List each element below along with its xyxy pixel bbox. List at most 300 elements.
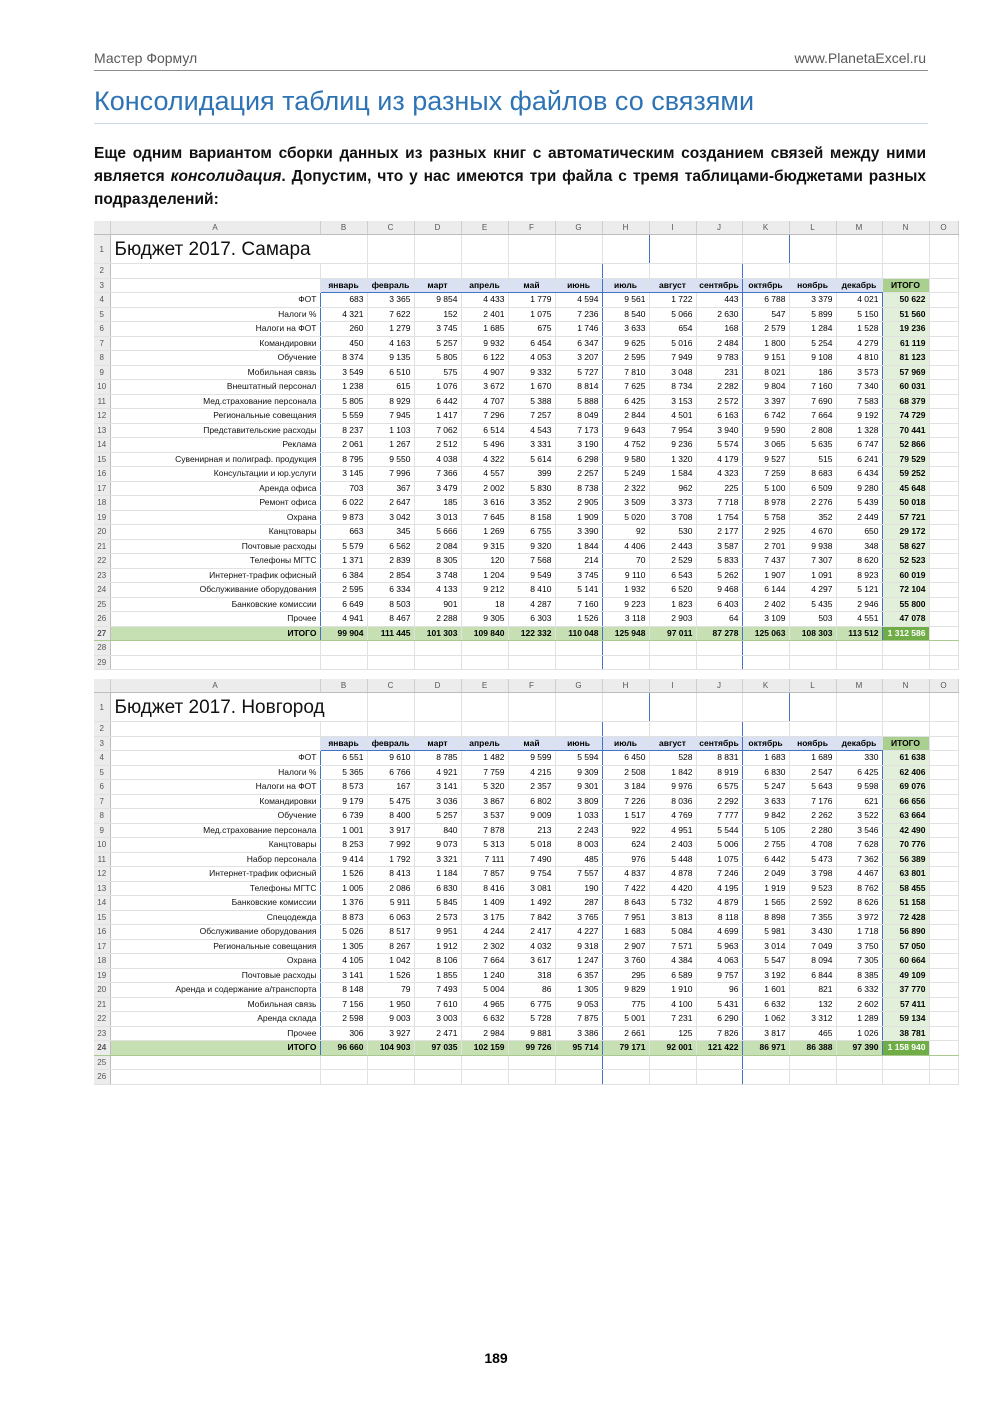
value-cell[interactable]: 6 347 [555, 336, 602, 351]
value-cell[interactable]: 6 510 [367, 365, 414, 380]
row-number[interactable]: 1 [94, 693, 110, 722]
cell[interactable] [929, 336, 958, 351]
row-number[interactable]: 10 [94, 838, 110, 853]
value-cell[interactable]: 9 549 [508, 568, 555, 583]
cell[interactable] [414, 1055, 461, 1070]
itogo-header[interactable]: ИТОГО [882, 278, 929, 293]
row-label[interactable]: Региональные совещания [110, 409, 320, 424]
row-label[interactable]: Налоги на ФОТ [110, 322, 320, 337]
column-header[interactable]: E [461, 221, 508, 235]
value-cell[interactable]: 8 919 [696, 765, 742, 780]
value-cell[interactable]: 2 579 [742, 322, 789, 337]
column-header[interactable]: G [555, 679, 602, 693]
value-cell[interactable]: 4 433 [461, 293, 508, 308]
cell[interactable] [929, 293, 958, 308]
total-cell[interactable]: 96 660 [320, 1041, 367, 1056]
cell[interactable] [461, 1070, 508, 1085]
cell[interactable] [929, 583, 958, 598]
row-number[interactable]: 26 [94, 612, 110, 627]
value-cell[interactable]: 6 290 [696, 1012, 742, 1027]
value-cell[interactable]: 443 [696, 293, 742, 308]
value-cell[interactable]: 5 105 [742, 823, 789, 838]
row-label[interactable]: Канцтовары [110, 525, 320, 540]
value-cell[interactable]: 624 [602, 838, 649, 853]
row-label[interactable]: Интернет-трафик офисный [110, 568, 320, 583]
value-cell[interactable]: 2 595 [602, 351, 649, 366]
value-cell[interactable]: 8 003 [555, 838, 602, 853]
cell[interactable] [742, 1055, 789, 1070]
row-total[interactable]: 56 389 [882, 852, 929, 867]
value-cell[interactable]: 1 091 [789, 568, 836, 583]
value-cell[interactable]: 8 873 [320, 910, 367, 925]
value-cell[interactable]: 5 805 [320, 394, 367, 409]
value-cell[interactable]: 5 544 [696, 823, 742, 838]
cell[interactable] [367, 264, 414, 279]
cell[interactable] [461, 722, 508, 737]
value-cell[interactable]: 8 253 [320, 838, 367, 853]
cell[interactable] [929, 751, 958, 766]
value-cell[interactable]: 306 [320, 1026, 367, 1041]
value-cell[interactable]: 225 [696, 481, 742, 496]
value-cell[interactable]: 6 755 [508, 525, 555, 540]
value-cell[interactable]: 399 [508, 467, 555, 482]
column-header[interactable]: K [742, 679, 789, 693]
value-cell[interactable]: 3 573 [836, 365, 882, 380]
value-cell[interactable]: 6 384 [320, 568, 367, 583]
value-cell[interactable]: 3 633 [742, 794, 789, 809]
month-header[interactable]: апрель [461, 278, 508, 293]
cell[interactable] [929, 525, 958, 540]
column-header[interactable]: N [882, 679, 929, 693]
cell[interactable] [555, 264, 602, 279]
value-cell[interactable]: 9 881 [508, 1026, 555, 1041]
column-header[interactable]: A [110, 221, 320, 235]
total-cell[interactable]: 97 035 [414, 1041, 461, 1056]
row-number[interactable]: 4 [94, 293, 110, 308]
value-cell[interactable]: 9 135 [367, 351, 414, 366]
column-header[interactable]: H [602, 679, 649, 693]
value-cell[interactable]: 8 503 [367, 597, 414, 612]
value-cell[interactable]: 2 844 [602, 409, 649, 424]
cell[interactable] [367, 722, 414, 737]
value-cell[interactable]: 1 526 [320, 867, 367, 882]
row-total[interactable]: 70 776 [882, 838, 929, 853]
value-cell[interactable]: 5 257 [414, 336, 461, 351]
value-cell[interactable]: 8 148 [320, 983, 367, 998]
value-cell[interactable]: 8 036 [649, 794, 696, 809]
value-cell[interactable]: 3 190 [555, 438, 602, 453]
cell[interactable] [929, 867, 958, 882]
value-cell[interactable]: 190 [555, 881, 602, 896]
cell[interactable] [320, 655, 367, 670]
value-cell[interactable]: 7 954 [649, 423, 696, 438]
row-label[interactable]: Охрана [110, 954, 320, 969]
row-total[interactable]: 58 627 [882, 539, 929, 554]
month-header[interactable]: январь [320, 278, 367, 293]
value-cell[interactable]: 5 006 [696, 838, 742, 853]
value-cell[interactable]: 5 666 [414, 525, 461, 540]
value-cell[interactable]: 2 547 [789, 765, 836, 780]
row-number[interactable]: 22 [94, 1012, 110, 1027]
value-cell[interactable]: 2 443 [649, 539, 696, 554]
cell[interactable] [320, 264, 367, 279]
value-cell[interactable]: 6 022 [320, 496, 367, 511]
column-header[interactable]: D [414, 221, 461, 235]
cell[interactable] [929, 722, 958, 737]
cell[interactable] [929, 626, 958, 641]
cell[interactable] [929, 467, 958, 482]
total-cell[interactable]: 95 714 [555, 1041, 602, 1056]
month-header[interactable]: март [414, 278, 461, 293]
cell[interactable] [836, 1055, 882, 1070]
cell[interactable] [367, 1070, 414, 1085]
row-label[interactable]: Аренда и содержание а/транспорта [110, 983, 320, 998]
value-cell[interactable]: 5 758 [742, 510, 789, 525]
value-cell[interactable]: 2 282 [696, 380, 742, 395]
value-cell[interactable]: 5 981 [742, 925, 789, 940]
row-number[interactable]: 13 [94, 881, 110, 896]
cell[interactable] [602, 722, 649, 737]
cell[interactable] [789, 722, 836, 737]
cell[interactable] [555, 1055, 602, 1070]
value-cell[interactable]: 8 517 [367, 925, 414, 940]
cell[interactable] [789, 235, 836, 264]
cell[interactable] [929, 365, 958, 380]
value-cell[interactable]: 5 150 [836, 307, 882, 322]
value-cell[interactable]: 2 701 [742, 539, 789, 554]
value-cell[interactable]: 7 111 [461, 852, 508, 867]
row-number[interactable]: 7 [94, 336, 110, 351]
cell[interactable] [836, 1070, 882, 1085]
cell[interactable] [882, 1055, 929, 1070]
month-header[interactable]: июль [602, 278, 649, 293]
total-cell[interactable]: 99 726 [508, 1041, 555, 1056]
value-cell[interactable]: 6 632 [461, 1012, 508, 1027]
column-header[interactable]: M [836, 221, 882, 235]
cell[interactable] [929, 925, 958, 940]
row-number[interactable]: 6 [94, 322, 110, 337]
value-cell[interactable]: 3 331 [508, 438, 555, 453]
cell[interactable] [602, 264, 649, 279]
totals-label[interactable]: ИТОГО [110, 626, 320, 641]
value-cell[interactable]: 1 417 [414, 409, 461, 424]
cell[interactable] [929, 1055, 958, 1070]
value-cell[interactable]: 5 257 [414, 809, 461, 824]
cell[interactable] [555, 641, 602, 656]
cell[interactable] [836, 722, 882, 737]
value-cell[interactable]: 8 643 [602, 896, 649, 911]
value-cell[interactable]: 7 231 [649, 1012, 696, 1027]
cell[interactable] [696, 1070, 742, 1085]
value-cell[interactable]: 4 021 [836, 293, 882, 308]
value-cell[interactable]: 18 [461, 597, 508, 612]
value-cell[interactable]: 5 579 [320, 539, 367, 554]
value-cell[interactable]: 7 226 [602, 794, 649, 809]
value-cell[interactable]: 3 386 [555, 1026, 602, 1041]
month-header[interactable]: август [649, 736, 696, 751]
value-cell[interactable]: 5 066 [649, 307, 696, 322]
row-total[interactable]: 63 664 [882, 809, 929, 824]
cell[interactable] [929, 780, 958, 795]
value-cell[interactable]: 260 [320, 322, 367, 337]
value-cell[interactable]: 9 976 [649, 780, 696, 795]
row-number[interactable]: 25 [94, 597, 110, 612]
value-cell[interactable]: 168 [696, 322, 742, 337]
value-cell[interactable]: 231 [696, 365, 742, 380]
cell[interactable] [414, 722, 461, 737]
month-header[interactable]: март [414, 736, 461, 751]
cell[interactable] [836, 693, 882, 722]
value-cell[interactable]: 2 177 [696, 525, 742, 540]
value-cell[interactable]: 3 479 [414, 481, 461, 496]
cell[interactable] [929, 693, 958, 722]
cell[interactable] [929, 896, 958, 911]
total-cell[interactable]: 92 001 [649, 1041, 696, 1056]
cell[interactable] [742, 655, 789, 670]
value-cell[interactable]: 7 049 [789, 939, 836, 954]
value-cell[interactable]: 7 857 [461, 867, 508, 882]
value-cell[interactable]: 6 775 [508, 997, 555, 1012]
value-cell[interactable]: 185 [414, 496, 461, 511]
value-cell[interactable]: 4 053 [508, 351, 555, 366]
value-cell[interactable]: 8 049 [555, 409, 602, 424]
value-cell[interactable]: 5 388 [508, 394, 555, 409]
cell[interactable] [789, 264, 836, 279]
value-cell[interactable]: 7 875 [555, 1012, 602, 1027]
value-cell[interactable]: 2 086 [367, 881, 414, 896]
value-cell[interactable]: 6 303 [508, 612, 555, 627]
value-cell[interactable]: 8 267 [367, 939, 414, 954]
value-cell[interactable]: 4 105 [320, 954, 367, 969]
cell[interactable] [414, 235, 461, 264]
cell[interactable] [929, 1041, 958, 1056]
value-cell[interactable]: 9 610 [367, 751, 414, 766]
cell[interactable] [110, 641, 320, 656]
value-cell[interactable]: 1 320 [649, 452, 696, 467]
value-cell[interactable]: 214 [555, 554, 602, 569]
value-cell[interactable]: 675 [508, 322, 555, 337]
row-label[interactable]: Телефоны МГТС [110, 554, 320, 569]
value-cell[interactable]: 6 739 [320, 809, 367, 824]
cell[interactable] [929, 380, 958, 395]
value-cell[interactable]: 9 305 [461, 612, 508, 627]
row-total[interactable]: 79 529 [882, 452, 929, 467]
row-label[interactable]: Аренда склада [110, 1012, 320, 1027]
value-cell[interactable]: 5 313 [461, 838, 508, 853]
total-cell[interactable]: 125 948 [602, 626, 649, 641]
value-cell[interactable]: 8 734 [649, 380, 696, 395]
value-cell[interactable]: 7 945 [367, 409, 414, 424]
cell[interactable] [929, 510, 958, 525]
value-cell[interactable]: 1 409 [461, 896, 508, 911]
cell[interactable] [602, 693, 649, 722]
value-cell[interactable]: 2 280 [789, 823, 836, 838]
value-cell[interactable]: 1 800 [742, 336, 789, 351]
value-cell[interactable]: 7 583 [836, 394, 882, 409]
cell[interactable] [929, 954, 958, 969]
value-cell[interactable]: 1 670 [508, 380, 555, 395]
row-total[interactable]: 37 770 [882, 983, 929, 998]
row-number[interactable]: 2 [94, 264, 110, 279]
row-total[interactable]: 19 236 [882, 322, 929, 337]
row-total[interactable]: 50 018 [882, 496, 929, 511]
value-cell[interactable]: 1 482 [461, 751, 508, 766]
value-cell[interactable]: 9 873 [320, 510, 367, 525]
value-cell[interactable]: 125 [649, 1026, 696, 1041]
value-cell[interactable]: 5 614 [508, 452, 555, 467]
row-number[interactable]: 4 [94, 751, 110, 766]
value-cell[interactable]: 2 630 [696, 307, 742, 322]
cell[interactable] [320, 1070, 367, 1085]
total-cell[interactable]: 122 332 [508, 626, 555, 641]
cell[interactable] [929, 968, 958, 983]
value-cell[interactable]: 3 145 [320, 467, 367, 482]
value-cell[interactable]: 3 522 [836, 809, 882, 824]
value-cell[interactable]: 4 100 [649, 997, 696, 1012]
cell[interactable] [929, 452, 958, 467]
value-cell[interactable]: 8 683 [789, 467, 836, 482]
value-cell[interactable]: 6 543 [649, 568, 696, 583]
row-total[interactable]: 68 379 [882, 394, 929, 409]
value-cell[interactable]: 6 520 [649, 583, 696, 598]
value-cell[interactable]: 348 [836, 539, 882, 554]
row-total[interactable]: 69 076 [882, 780, 929, 795]
total-cell[interactable]: 102 159 [461, 1041, 508, 1056]
row-number[interactable]: 24 [94, 1041, 110, 1056]
value-cell[interactable]: 7 610 [414, 997, 461, 1012]
value-cell[interactable]: 8 374 [320, 351, 367, 366]
value-cell[interactable]: 1 005 [320, 881, 367, 896]
cell[interactable] [929, 264, 958, 279]
value-cell[interactable]: 9 754 [508, 867, 555, 882]
value-cell[interactable]: 5 727 [555, 365, 602, 380]
value-cell[interactable]: 3 373 [649, 496, 696, 511]
value-cell[interactable]: 2 357 [508, 780, 555, 795]
value-cell[interactable]: 4 321 [320, 307, 367, 322]
row-number[interactable]: 5 [94, 765, 110, 780]
value-cell[interactable]: 9 236 [649, 438, 696, 453]
total-cell[interactable]: 86 388 [789, 1041, 836, 1056]
value-cell[interactable]: 9 783 [696, 351, 742, 366]
value-cell[interactable]: 70 [602, 554, 649, 569]
value-cell[interactable]: 9 003 [367, 1012, 414, 1027]
value-cell[interactable]: 7 246 [696, 867, 742, 882]
value-cell[interactable]: 3 379 [789, 293, 836, 308]
value-cell[interactable]: 2 854 [367, 568, 414, 583]
column-header[interactable]: G [555, 221, 602, 235]
row-number[interactable]: 15 [94, 452, 110, 467]
value-cell[interactable]: 1 912 [414, 939, 461, 954]
spreadsheet-grid[interactable] [94, 679, 959, 1085]
row-label[interactable]: Обслуживание оборудования [110, 583, 320, 598]
cell[interactable] [602, 641, 649, 656]
value-cell[interactable]: 2 647 [367, 496, 414, 511]
cell[interactable] [555, 235, 602, 264]
value-cell[interactable]: 2 049 [742, 867, 789, 882]
value-cell[interactable]: 5 643 [789, 780, 836, 795]
total-cell[interactable]: 99 904 [320, 626, 367, 641]
value-cell[interactable]: 9 938 [789, 539, 836, 554]
value-cell[interactable]: 4 501 [649, 409, 696, 424]
value-cell[interactable]: 6 742 [742, 409, 789, 424]
value-cell[interactable]: 5 594 [555, 751, 602, 766]
row-number[interactable]: 13 [94, 423, 110, 438]
value-cell[interactable]: 345 [367, 525, 414, 540]
month-header[interactable]: ноябрь [789, 736, 836, 751]
value-cell[interactable]: 6 830 [742, 765, 789, 780]
value-cell[interactable]: 3 207 [555, 351, 602, 366]
value-cell[interactable]: 9 192 [836, 409, 882, 424]
month-header[interactable]: июнь [555, 736, 602, 751]
value-cell[interactable]: 6 514 [461, 423, 508, 438]
value-cell[interactable]: 2 808 [789, 423, 836, 438]
value-cell[interactable]: 2 529 [649, 554, 696, 569]
value-cell[interactable]: 1 601 [742, 983, 789, 998]
value-cell[interactable]: 7 718 [696, 496, 742, 511]
value-cell[interactable]: 3 750 [836, 939, 882, 954]
value-cell[interactable]: 367 [367, 481, 414, 496]
cell[interactable] [882, 1070, 929, 1085]
value-cell[interactable]: 1 492 [508, 896, 555, 911]
row-number[interactable]: 20 [94, 525, 110, 540]
value-cell[interactable]: 79 [367, 983, 414, 998]
value-cell[interactable]: 8 831 [696, 751, 742, 766]
value-cell[interactable]: 9 009 [508, 809, 555, 824]
value-cell[interactable]: 7 176 [789, 794, 836, 809]
value-cell[interactable]: 3 867 [461, 794, 508, 809]
value-cell[interactable]: 2 755 [742, 838, 789, 853]
value-cell[interactable]: 9 151 [742, 351, 789, 366]
value-cell[interactable]: 3 109 [742, 612, 789, 627]
cell[interactable] [649, 655, 696, 670]
value-cell[interactable]: 1 528 [836, 322, 882, 337]
value-cell[interactable]: 7 759 [461, 765, 508, 780]
value-cell[interactable]: 4 810 [836, 351, 882, 366]
month-header[interactable]: январь [320, 736, 367, 751]
value-cell[interactable]: 3 940 [696, 423, 742, 438]
value-cell[interactable]: 1 718 [836, 925, 882, 940]
row-total[interactable]: 50 622 [882, 293, 929, 308]
month-header[interactable]: февраль [367, 736, 414, 751]
row-label[interactable]: ФОТ [110, 751, 320, 766]
value-cell[interactable]: 7 628 [836, 838, 882, 853]
cell[interactable] [320, 722, 367, 737]
cell[interactable] [414, 264, 461, 279]
cell[interactable] [602, 655, 649, 670]
cell[interactable] [696, 641, 742, 656]
value-cell[interactable]: 8 400 [367, 809, 414, 824]
row-label[interactable]: Прочее [110, 1026, 320, 1041]
cell[interactable] [929, 409, 958, 424]
total-cell[interactable]: 108 303 [789, 626, 836, 641]
value-cell[interactable]: 2 903 [649, 612, 696, 627]
value-cell[interactable]: 922 [602, 823, 649, 838]
value-cell[interactable]: 6 788 [742, 293, 789, 308]
value-cell[interactable]: 2 661 [602, 1026, 649, 1041]
value-cell[interactable]: 4 038 [414, 452, 461, 467]
cell[interactable] [602, 235, 649, 264]
value-cell[interactable]: 4 322 [461, 452, 508, 467]
cell[interactable] [649, 693, 696, 722]
value-cell[interactable]: 5 141 [555, 583, 602, 598]
cell[interactable] [649, 1070, 696, 1085]
value-cell[interactable]: 3 633 [602, 322, 649, 337]
value-cell[interactable]: 7 257 [508, 409, 555, 424]
month-header[interactable]: август [649, 278, 696, 293]
value-cell[interactable]: 8 620 [836, 554, 882, 569]
value-cell[interactable]: 9 318 [555, 939, 602, 954]
value-cell[interactable]: 5 448 [649, 852, 696, 867]
